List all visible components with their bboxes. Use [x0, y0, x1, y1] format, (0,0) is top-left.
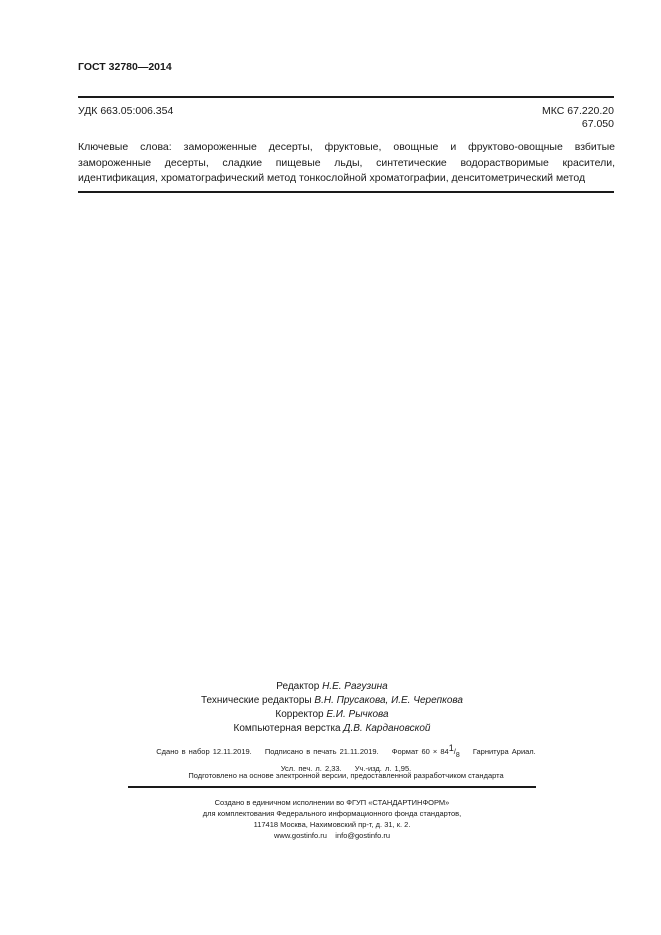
publisher-footer: [128, 797, 536, 841]
print-sheets: Усл. печ. л. 2,33.: [280, 764, 342, 773]
mks-code-line2: 67.050: [581, 118, 614, 130]
publication-line-1: [118, 742, 574, 762]
keywords-paragraph: Ключевые слова: замороженные десерты, фруктовые, овощные и фруктово-овощные взбитые замороженные десерты, сладкие пищевые льды, синтетические водорастворимые красители, идентификация, хроматографический метод тонкослойной хроматографии, денситометрический метод: [78, 141, 615, 184]
mks-code-line1: МКС 67.220.20: [542, 105, 614, 117]
paper-format: Формат $60 \times 84^1/_8$: [391, 743, 460, 759]
footer-line-3: 117418 Москва, Нахимовский пр-т, д. 31, к. 2.: [253, 820, 411, 829]
layout-line: [128, 722, 536, 736]
credits-block: [128, 680, 536, 736]
tech-editors-names: В.Н. Прусакова, И.Е. Черепкова: [314, 695, 463, 706]
mks-codes: [542, 105, 614, 131]
corrector-line: [128, 708, 536, 722]
prepared-note: Подготовлено на основе электронной версии, предоставленной разработчиком стандарта: [188, 771, 504, 780]
udk-code: УДК 663.05:006.354: [78, 105, 174, 117]
header-divider: [78, 96, 614, 98]
tech-editors-line: [128, 694, 536, 708]
email-link[interactable]: info@gostinfo.ru: [335, 831, 391, 840]
corrector-name: Е.И. Рычкова: [326, 709, 389, 720]
standard-code: ГОСТ 32780—2014: [78, 61, 172, 73]
footer-line-1: Создано в единичном исполнении во ФГУП «СТАНДАРТИНФОРМ»: [214, 798, 450, 807]
layout-name: Д.В. Кардановской: [343, 723, 431, 734]
tech-editors-label: Технические редакторы: [200, 695, 312, 706]
submitted-date: Сдано в набор 12.11.2019.: [156, 747, 252, 756]
footer-contacts: [128, 830, 536, 841]
signed-date: Подписано в печать 21.11.2019.: [264, 747, 379, 756]
publisher-sheets: Уч.-изд. л. 1,95.: [354, 764, 412, 773]
footer-divider: [128, 786, 536, 788]
website-link[interactable]: www.gostinfo.ru: [273, 831, 327, 840]
footer-line-2: для комплектования Федерального информационного фонда стандартов,: [202, 809, 462, 818]
editor-name: Н.Е. Рагузина: [322, 681, 388, 692]
corrector-label: Корректор: [275, 709, 324, 720]
editor-label: Редактор: [276, 681, 320, 692]
keywords-divider: [78, 191, 614, 193]
editor-line: [128, 680, 536, 694]
layout-label: Компьютерная верстка: [233, 723, 341, 734]
typeface: Гарнитура Ариал.: [472, 747, 536, 756]
